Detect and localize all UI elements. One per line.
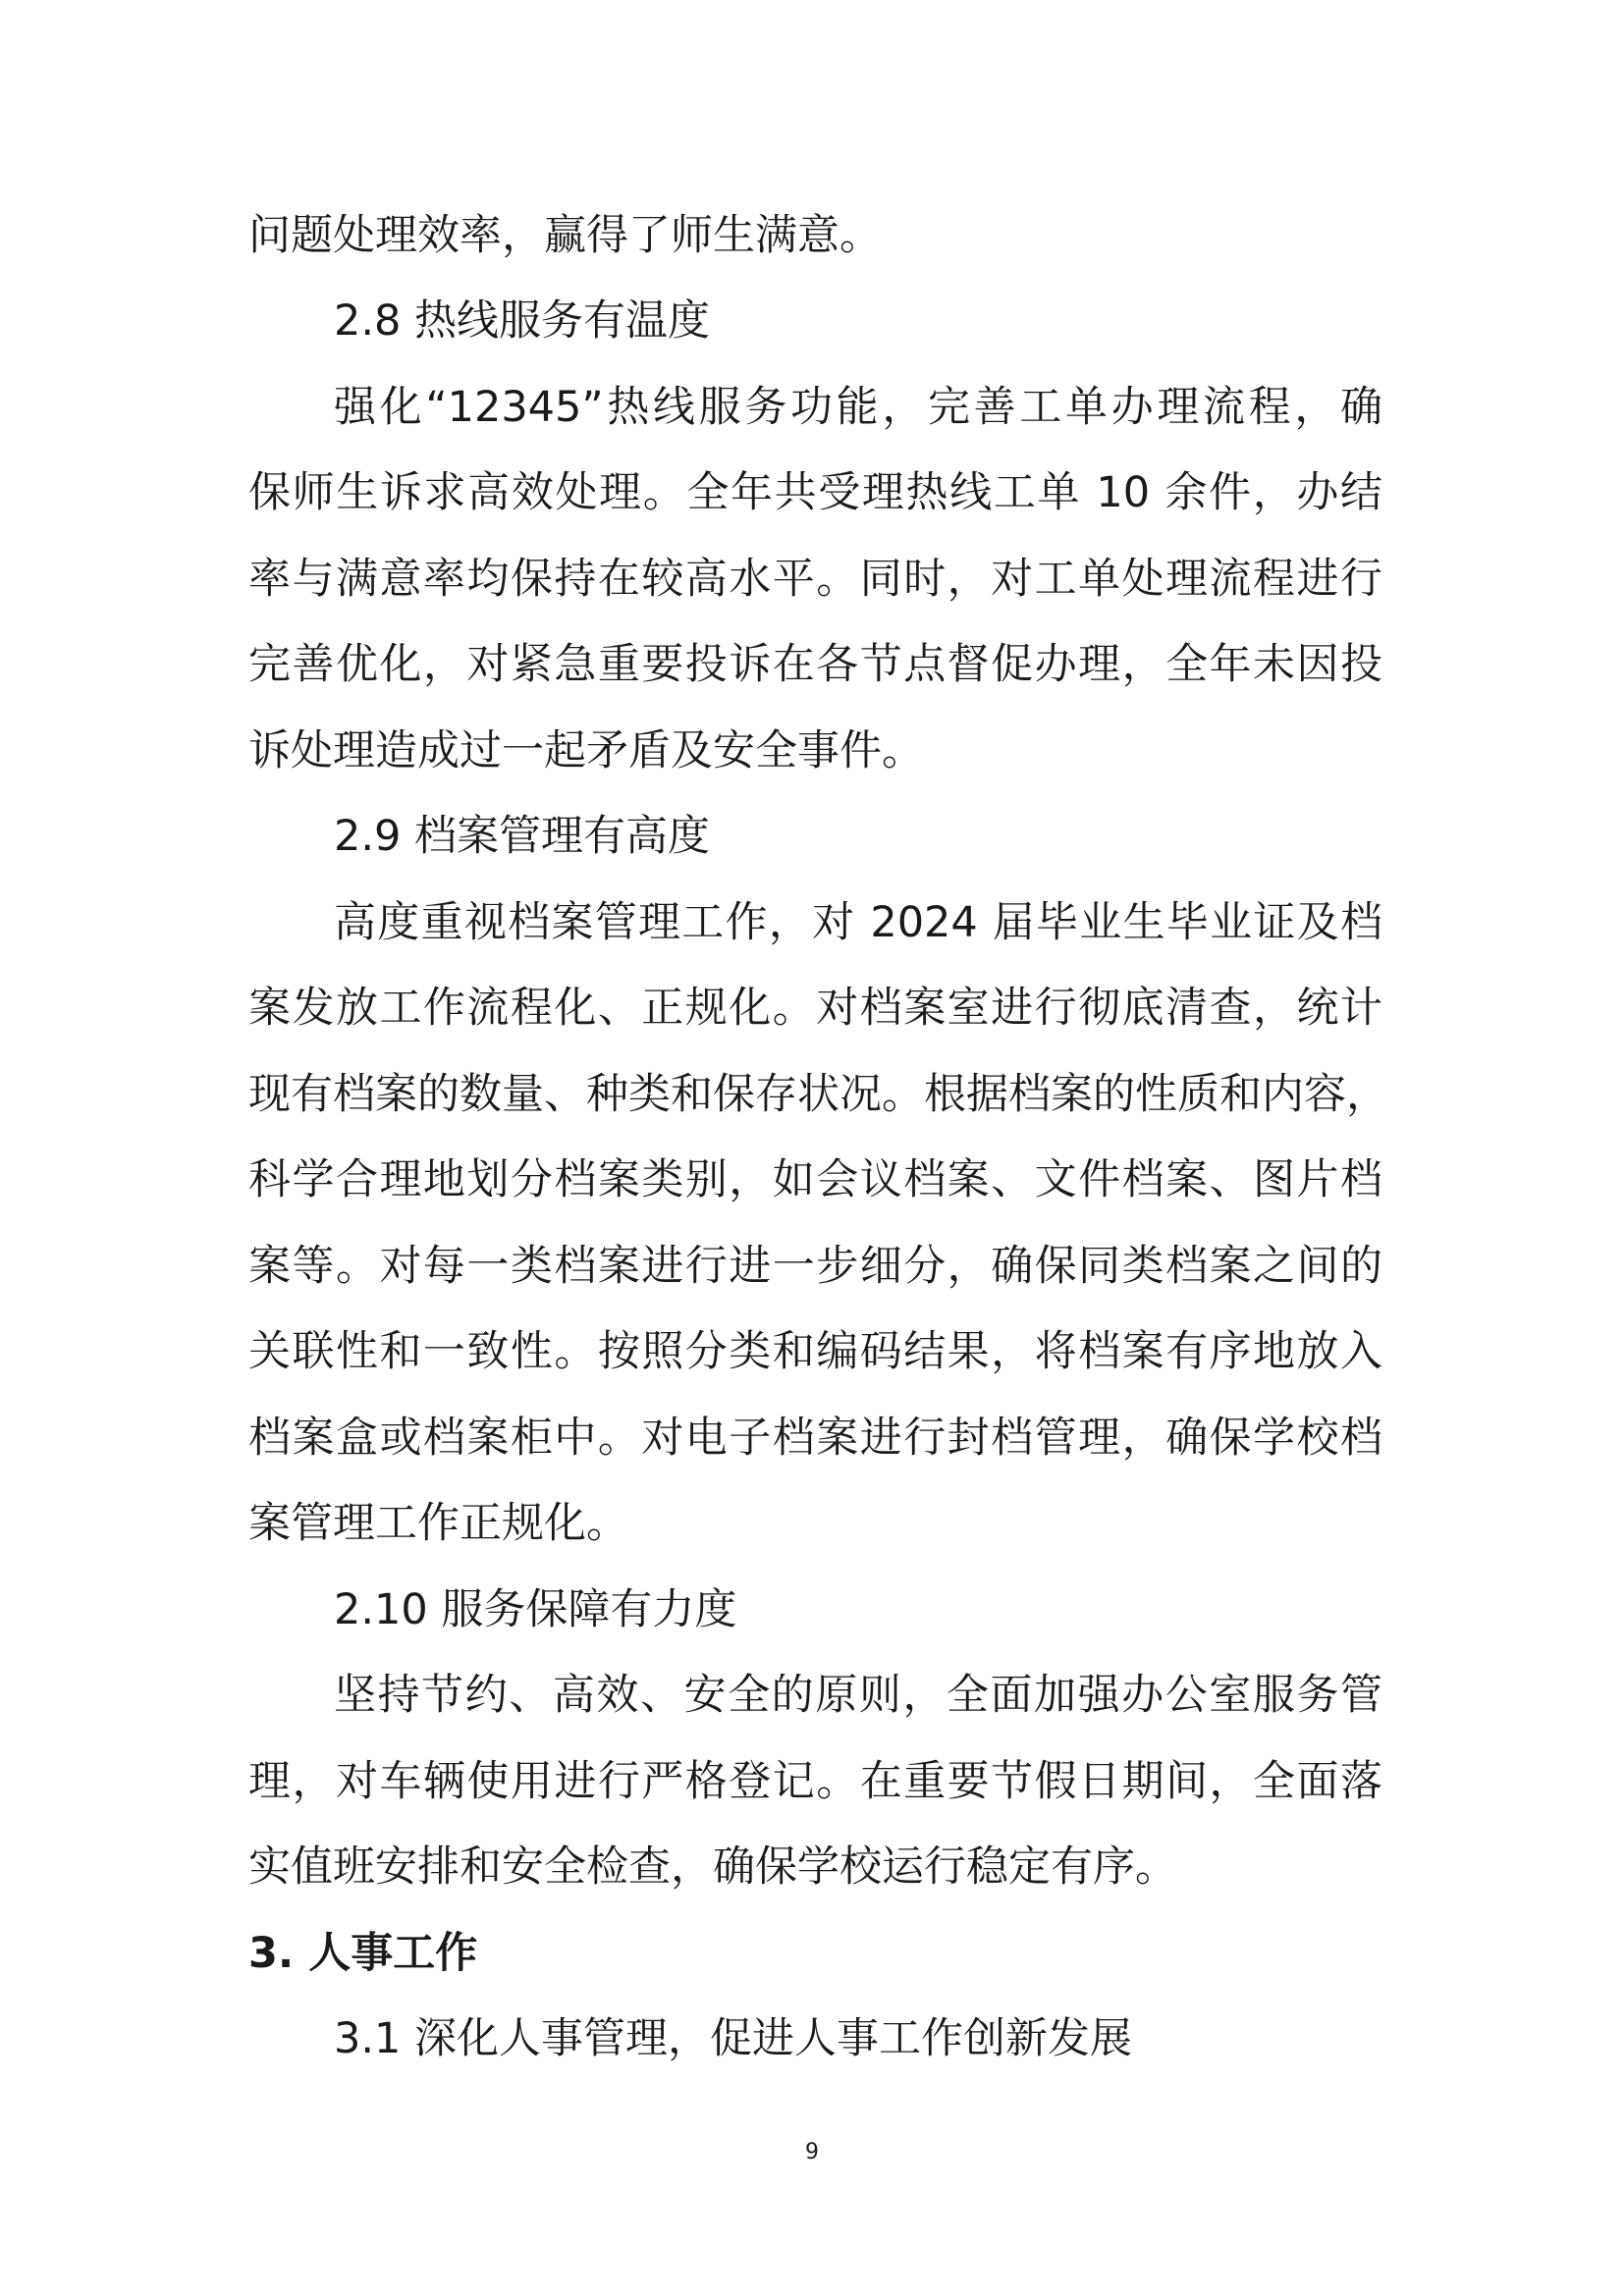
body-line: 坚持节约、高效、安全的原则，全面加强办公室服务管 xyxy=(334,1671,1382,1720)
section-3-heading: 3. 人事工作 xyxy=(248,1929,478,1978)
body-line: 案管理工作正规化。 xyxy=(248,1499,628,1548)
body-line: 案发放工作流程化、正规化。对档案室进行彻底清查，统计 xyxy=(248,984,1382,1033)
body-line: 率与满意率均保持在较高水平。同时，对工单处理流程进行 xyxy=(248,555,1382,604)
section-2-9-heading: 2.9 档案管理有高度 xyxy=(334,812,711,861)
body-line: 强化“12345”热线服务功能，完善工单办理流程，确 xyxy=(334,383,1382,432)
body-line: 档案盒或档案柜中。对电子档案进行封档管理，确保学校档 xyxy=(248,1414,1382,1463)
body-line: 完善优化，对紧急重要投诉在各节点督促办理，全年未因投 xyxy=(248,640,1382,689)
body-line: 现有档案的数量、种类和保存状况。根据档案的性质和内容， xyxy=(248,1070,1388,1119)
section-2-8-heading: 2.8 热线服务有温度 xyxy=(334,296,711,346)
body-line: 关联性和一致性。按照分类和编码结果，将档案有序地放入 xyxy=(248,1327,1382,1376)
body-line: 理，对车辆使用进行严格登记。在重要节假日期间，全面落 xyxy=(248,1757,1382,1806)
body-line: 保师生诉求高效处理。全年共受理热线工单 10 余件，办结 xyxy=(248,468,1382,517)
body-line: 实值班安排和安全检查，确保学校运行稳定有序。 xyxy=(248,1842,1177,1892)
page-number: 9 xyxy=(805,2140,819,2164)
body-line: 科学合理地划分档案类别，如会议档案、文件档案、图片档 xyxy=(248,1155,1382,1204)
body-line: 问题处理效率，赢得了师生满意。 xyxy=(248,211,882,260)
body-line: 案等。对每一类档案进行进一步细分，确保同类档案之间的 xyxy=(248,1242,1382,1291)
section-3-1-heading: 3.1 深化人事管理，促进人事工作创新发展 xyxy=(334,2014,1133,2063)
body-line: 诉处理造成过一起矛盾及安全事件。 xyxy=(248,726,924,775)
body-line: 高度重视档案管理工作，对 2024 届毕业生毕业证及档 xyxy=(334,898,1382,947)
section-2-10-heading: 2.10 服务保障有力度 xyxy=(334,1585,737,1634)
